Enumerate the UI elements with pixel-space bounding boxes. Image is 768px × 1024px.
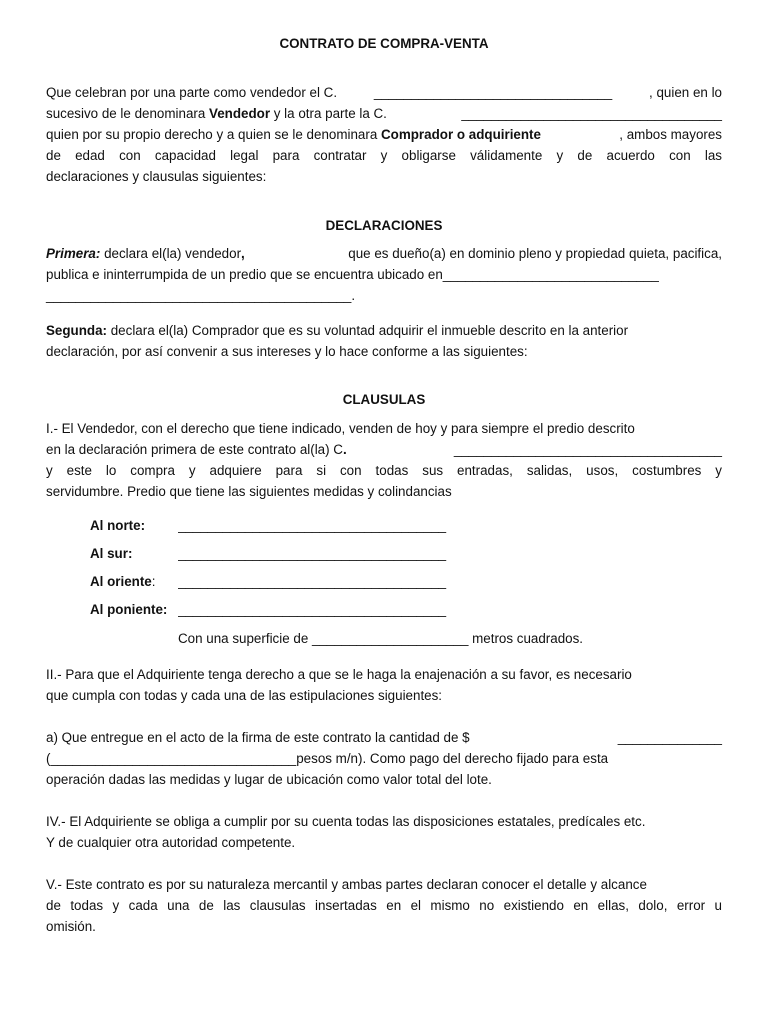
declaracion-segunda [46, 320, 722, 362]
location-blank-2: _________________________________________ [46, 288, 352, 303]
buyer-name-blank: ___________________________________ [461, 106, 722, 121]
medida-label [90, 540, 178, 568]
clausulas-heading: CLAUSULAS [342, 392, 426, 407]
declaraciones-heading: DECLARACIONES [325, 218, 443, 233]
medida-row-poniente [90, 596, 460, 624]
estipulacion-a [46, 727, 722, 790]
medida-row-oriente [90, 568, 460, 596]
clausula-2 [46, 664, 722, 706]
clausula-text: en la declaración primera de este contrato al(la) C [46, 442, 343, 457]
intro-text: quien por su propio derecho y a quien se le denominara [46, 127, 381, 142]
clausula-5-line-3: omisión. [46, 919, 96, 934]
medidas-list [90, 512, 460, 624]
document-title: CONTRATO DE COMPRA-VENTA [279, 36, 489, 51]
clausula-1-line-1 [46, 418, 722, 439]
medida-blank: ____________________________________ [178, 602, 447, 617]
medida-blank: ____________________________________ [178, 546, 447, 561]
clausula-5-line-2: de todas y cada una de las clausulas insertadas en el mismo no existiendo en ellas, dolo, error u [46, 898, 722, 913]
medida-label [90, 512, 178, 540]
clausula-5 [46, 874, 722, 937]
segunda-line-1 [46, 320, 722, 341]
clausula-text: I.- El Vendedor, con el derecho que tiene indicado, venden de hoy y para siempre el predio descrito [46, 421, 635, 436]
clausula-1-line-3: y este lo compra y adquiere para si con todas sus entradas, salidas, usos, costumbres y [46, 463, 722, 478]
primera-label: Primera: [46, 246, 101, 261]
clausula-4 [46, 811, 722, 853]
superficie-line [178, 628, 583, 649]
estipulacion-text: a) Que entregue en el acto de la firma de este contrato la cantidad de $ [46, 730, 470, 745]
intro-line-5: declaraciones y clausulas siguientes: [46, 169, 267, 184]
medida-blank: ____________________________________ [178, 518, 447, 533]
intro-text: sucesivo de le denominara [46, 106, 210, 121]
intro-text: , ambos mayores [619, 127, 722, 142]
medida-blank: ____________________________________ [178, 574, 447, 589]
amount-blank: ______________ [617, 730, 722, 745]
clausula-5-line-1: V.- Este contrato es por su naturaleza mercantil y ambas partes declaran conocer el detalle y alcance [46, 877, 647, 892]
estipulacion-a-line-1 [46, 727, 722, 748]
segunda-text: declara el(la) Comprador que es su voluntad adquirir el inmueble descrito en la anterior [107, 323, 629, 338]
medida-row-norte [90, 512, 460, 540]
amount-words-blank: _________________________________ [50, 751, 297, 766]
clausula-2-line-1: II.- Para que el Adquiriente tenga derecho a que se le haga la enajenación a su favor, es necesario [46, 667, 632, 682]
clausula-bold-dot: . [342, 442, 347, 457]
intro-line-4: de edad con capacidad legal para contratar y obligarse válidamente y de acuerdo con las [46, 148, 722, 163]
primera-end: . [351, 288, 356, 303]
medida-label [90, 568, 178, 596]
primera-text: declara el(la) vendedor [100, 246, 242, 261]
medida-row-sur [90, 540, 460, 568]
estipulacion-text: pesos m/n). Como pago del derecho fijado para esta [296, 751, 609, 766]
seller-term: Vendedor [209, 106, 271, 121]
intro-text: y la otra parte la C. [270, 106, 387, 121]
medida-label-suffix: : [151, 574, 156, 589]
clausula-1-line-4: servidumbre. Predio que tiene las siguientes medidas y colindancias [46, 484, 452, 499]
superficie-text: Con una superficie de [178, 631, 312, 646]
clausula-4-line-1: IV.- El Adquiriente se obliga a cumplir por su cuenta todas las disposiciones estatales, predícales etc. [46, 814, 646, 829]
segunda-line-2: declaración, por así convenir a sus intereses y lo hace conforme a las siguientes: [46, 344, 528, 359]
clausula-1-line-2 [46, 439, 722, 460]
medida-label-text: Al sur: [90, 546, 133, 561]
primera-text: que es dueño(a) en dominio pleno y propiedad quieta, pacifica, [348, 246, 722, 261]
intro-line-3 [46, 124, 722, 145]
declaracion-primera [46, 243, 722, 306]
clausula-2-line-2: que cumpla con todas y cada una de las estipulaciones siguientes: [46, 688, 443, 703]
primera-line-3 [46, 285, 722, 306]
intro-text: Que celebran por una parte como vendedor el C. [46, 85, 338, 100]
clausula-4-line-2: Y de cualquier otra autoridad competente. [46, 835, 296, 850]
segunda-label: Segunda: [46, 323, 108, 338]
primera-text: publica e ininterrumpida de un predio que se encuentra ubicado en [46, 267, 443, 282]
primera-line-1 [46, 243, 722, 264]
clausula-1 [46, 418, 722, 502]
medida-label [90, 596, 178, 624]
seller-name-blank: ________________________________ [373, 85, 613, 100]
paren-open: ( [46, 751, 51, 766]
intro-text: , quien en lo [649, 85, 722, 100]
medida-label-text: Al norte: [90, 518, 146, 533]
buyer-blank: ____________________________________ [453, 442, 722, 457]
primera-comma: , [241, 246, 245, 261]
location-blank: _____________________________ [442, 267, 659, 282]
intro-line-2 [46, 103, 722, 124]
primera-line-2 [46, 264, 722, 285]
intro-line-1 [46, 82, 722, 103]
superficie-text: metros cuadrados. [468, 631, 584, 646]
superficie-blank: _____________________ [312, 631, 469, 646]
estipulacion-a-line-2 [46, 748, 722, 769]
estipulacion-a-line-3: operación dadas las medidas y lugar de ubicación como valor total del lote. [46, 772, 492, 787]
buyer-term: Comprador o adquiriente [381, 127, 541, 142]
intro-paragraph [46, 82, 722, 187]
medida-label-text: Al oriente [90, 574, 152, 589]
medida-label-text: Al poniente: [90, 602, 168, 617]
